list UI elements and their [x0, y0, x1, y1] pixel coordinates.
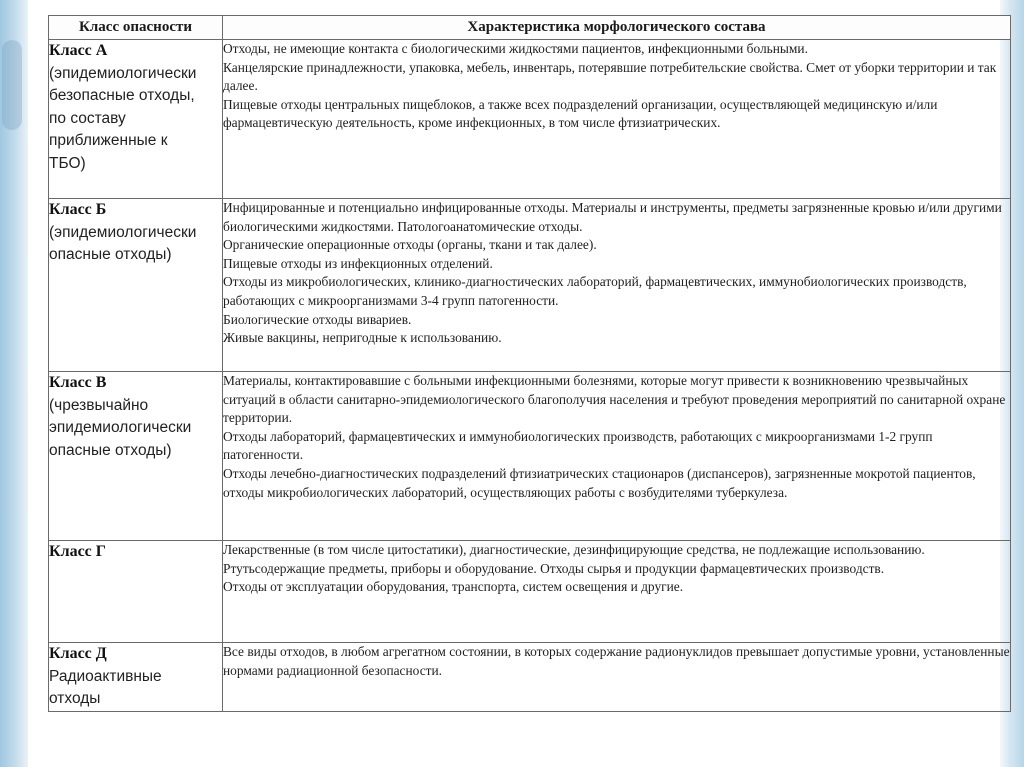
class-subtitle-line: безопасные отходы, — [49, 87, 195, 104]
slide — [28, 0, 1010, 767]
description-cell — [223, 199, 1011, 372]
description-paragraph: Отходы из микробиологических, клинико-диагностических лабораторий, фармацевтических, иммунобиологических производств, работающих с микроорганизмами 3-4 групп патогенности. — [223, 274, 967, 308]
description-paragraph: Материалы, контактировавшие с больными инфекционными болезнями, которые могут привести к возникновению чрезвычайных ситуаций в области санитарно-эпидемиологического благополучия населения и требуют проведения мероприятий по санитарной охране территории. — [223, 373, 1006, 426]
class-subtitle-line: отходы — [49, 690, 101, 707]
description-paragraph: Отходы от эксплуатации оборудования, транспорта, систем освещения и другие. — [223, 579, 684, 595]
description-paragraph: Живые вакцины, непригодные к использованию. — [223, 330, 502, 346]
table-row-class-d — [49, 643, 1011, 712]
description-paragraph: Все виды отходов, в любом агрегатном состоянии, в которых содержание радионуклидов превышает допустимые уровни, установленные нормами радиационной безопасности. — [223, 644, 1010, 678]
class-cell — [49, 541, 223, 643]
class-subtitle-line: по составу — [49, 109, 126, 127]
class-subtitle-line: эпидемиологически — [49, 419, 192, 436]
description-paragraph: Канцелярские принадлежности, упаковка, мебель, инвентарь, потерявшие потребительские свойства. Смет от уборки территории и так далее. — [223, 59, 997, 94]
class-subtitle-line: ТБО) — [49, 154, 86, 172]
table-row-class-v — [49, 372, 1011, 541]
table-row-class-g — [49, 541, 1011, 643]
table-row-class-b — [49, 199, 1011, 372]
header-class: Класс опасности — [49, 16, 223, 40]
description-paragraph: Органические операционные отходы (органы, ткани и так далее). — [223, 237, 597, 253]
class-cell — [49, 40, 223, 199]
description-paragraph: Отходы лабораторий, фармацевтических и иммунобиологических производств, работающих с микроорганизмами 1-2 групп патогенности. — [223, 428, 933, 463]
class-cell — [49, 199, 223, 372]
class-name: Класс А — [49, 42, 108, 59]
class-subtitle-line: (чрезвычайно — [49, 396, 149, 414]
description-paragraph: Инфицированные и потенциально инфицированные отходы. Материалы и инструменты, предметы загрязненные кровью и/или другими биологическими жидкостями. Патологоанатомические отходы. — [223, 200, 1002, 234]
class-subtitle-line: опасные отходы) — [49, 246, 172, 263]
class-subtitle-line: (эпидемиологически — [49, 223, 197, 241]
description-paragraph: Пищевые отходы центральных пищеблоков, а также всех подразделений организации, осуществляющей медицинскую и/или фармацевтическую деятельность, кроме инфекционных, в том числе фтизиатрических. — [223, 96, 938, 131]
description-paragraph: Лекарственные (в том числе цитостатики), диагностические, дезинфицирующие средства, не подлежащие использованию. — [223, 542, 925, 557]
description-paragraph: Ртутьсодержащие предметы, приборы и оборудование. Отходы сырья и продукции фармацевтических производств. — [223, 560, 885, 576]
class-cell — [49, 643, 223, 712]
description-paragraph: Биологические отходы вивариев. — [223, 311, 412, 327]
description-paragraph: Отходы лечебно-диагностических подразделений фтизиатрических стационаров (диспансеров), загрязненные мокротой пациентов, отходы микробиологических лабораторий, осуществляющих работы с возбудителями туберкулеза. — [223, 465, 976, 500]
class-subtitle-line: опасные отходы) — [49, 441, 172, 459]
class-name: Класс Г — [49, 543, 106, 560]
class-subtitle-line: Радиоактивные — [49, 667, 162, 685]
header-description: Характеристика морфологического состава — [223, 16, 1011, 40]
description-cell — [223, 643, 1011, 712]
table-row-class-a — [49, 40, 1011, 199]
description-paragraph: Пищевые отходы из инфекционных отделений. — [223, 255, 493, 271]
description-cell — [223, 372, 1011, 541]
hazard-class-table — [48, 15, 1011, 712]
class-subtitle-line: приближенные к — [49, 132, 168, 149]
background-photo-left — [0, 0, 28, 767]
table-header-row — [49, 16, 1011, 40]
description-cell — [223, 541, 1011, 643]
class-cell — [49, 372, 223, 541]
class-name: Класс В — [49, 374, 107, 391]
class-subtitle-line: (эпидемиологически — [49, 64, 197, 82]
class-name: Класс Д — [49, 645, 107, 662]
description-cell — [223, 40, 1011, 199]
description-paragraph: Отходы, не имеющие контакта с биологическими жидкостями пациентов, инфекционными больными. — [223, 41, 808, 56]
class-name: Класс Б — [49, 201, 107, 218]
